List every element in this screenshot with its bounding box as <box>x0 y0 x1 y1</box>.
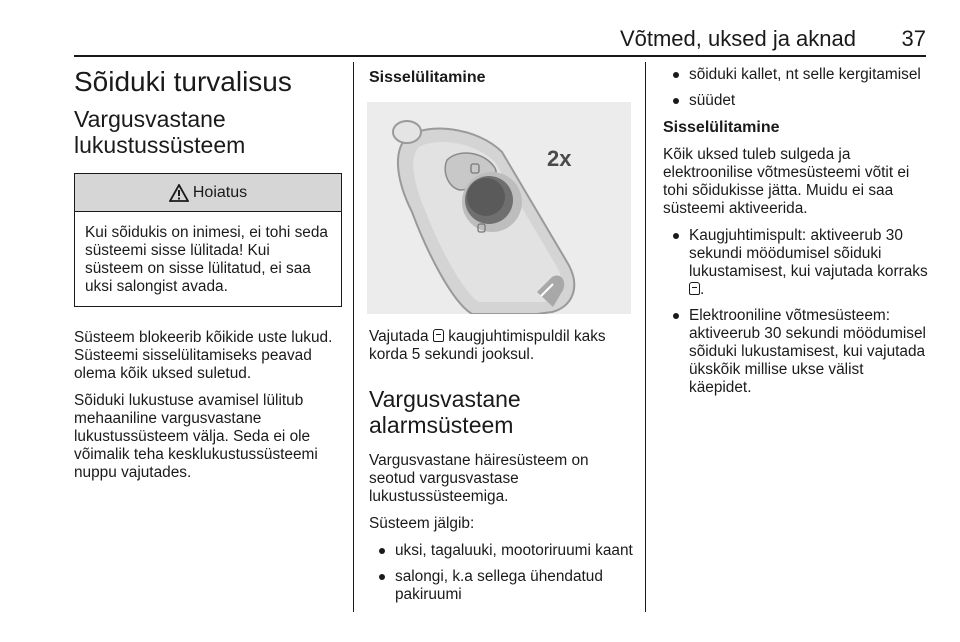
column-3 <box>663 62 929 405</box>
warning-body <box>75 212 341 306</box>
key-fob-figure <box>367 102 631 314</box>
list-item: sõiduki kallet, nt selle kergitamisel <box>663 66 929 84</box>
column-divider <box>645 62 646 612</box>
header-title: Võtmed, uksed ja aknad <box>619 26 856 51</box>
paragraph: Süsteem blokeerib kõikide uste lukud. Süsteemi sisselülitamiseks peavad olema kõik uksed suletud. <box>74 329 333 382</box>
paragraph: Sõiduki lukustuse avamisel lülitub mehaaniline vargusvastane lukustussüsteem välja. Seda ei ole võimalik teha kesklukustussüsteemi nuppu vajutades. <box>74 392 318 481</box>
list-item <box>663 227 929 299</box>
subheading-activation: Sisselülitamine <box>369 69 486 86</box>
paragraph: Vargusvastane häiresüsteem on seotud vargusvastase lukustussüsteemiga. <box>369 452 589 505</box>
warning-label: Hoiatus <box>192 183 248 201</box>
figure-caption <box>369 328 635 364</box>
section-title: Sõiduki turvalisus <box>74 66 292 97</box>
section-title-alarm: Vargusvastane alarmsüsteem <box>369 386 521 438</box>
warning-text: Kui sõidukis on inimesi, ei tohi seda süsteemi sisse lülitada! Kui süsteem on sisse lülitatud, ei saa uksi salongist avada. <box>85 224 328 295</box>
monitor-list-continued <box>663 66 929 110</box>
paragraph: Süsteem jälgib: <box>369 515 475 532</box>
page-header <box>74 24 926 52</box>
activation-list <box>663 227 929 397</box>
list-item: Elektrooniline võtmesüsteem: aktiveerub 30 sekundi möödumisel sõiduki lukustamisest, kui vajutada ükskõik millise ukse välist käepidet. <box>663 307 929 397</box>
subsection-title: Vargusvastane lukustussüsteem <box>74 106 246 158</box>
warning-box <box>74 173 342 307</box>
warning-triangle-icon <box>169 184 189 202</box>
lock-button-icon <box>433 329 444 342</box>
header-rule <box>74 55 926 57</box>
page-number: 37 <box>901 26 926 51</box>
monitor-list <box>369 542 635 604</box>
paragraph: Kõik uksed tuleb sulgeda ja elektroonilise võtmesüsteemi võtit ei tohi sõidukisse jätta. Muidu ei saa süsteemi aktiveerida. <box>663 146 910 217</box>
warning-header <box>75 174 341 212</box>
list-item: süüdet <box>663 92 929 110</box>
lock-button-icon <box>689 282 700 295</box>
press-count-label: 2x <box>547 146 572 171</box>
column-2 <box>369 62 635 612</box>
list-item: uksi, tagaluuki, mootoriruumi kaant <box>369 542 635 560</box>
list-item-text: . <box>700 281 705 298</box>
column-divider <box>353 62 354 612</box>
key-fob-illustration <box>367 102 631 314</box>
subheading-activation: Sisselülitamine <box>663 119 780 136</box>
caption-text: Vajutada <box>369 328 429 345</box>
column-1 <box>74 62 342 491</box>
list-item: salongi, k.a sellega ühendatud pakiruumi <box>369 568 635 604</box>
list-item-text: Kaugjuhtimispult: aktiveerub 30 sekundi möödumisel sõiduki lukustamisest, kui vajutada korraks <box>689 227 928 280</box>
caption-text: kaugjuhtimispuldil kaks korda 5 sekundi jooksul. <box>369 328 606 363</box>
